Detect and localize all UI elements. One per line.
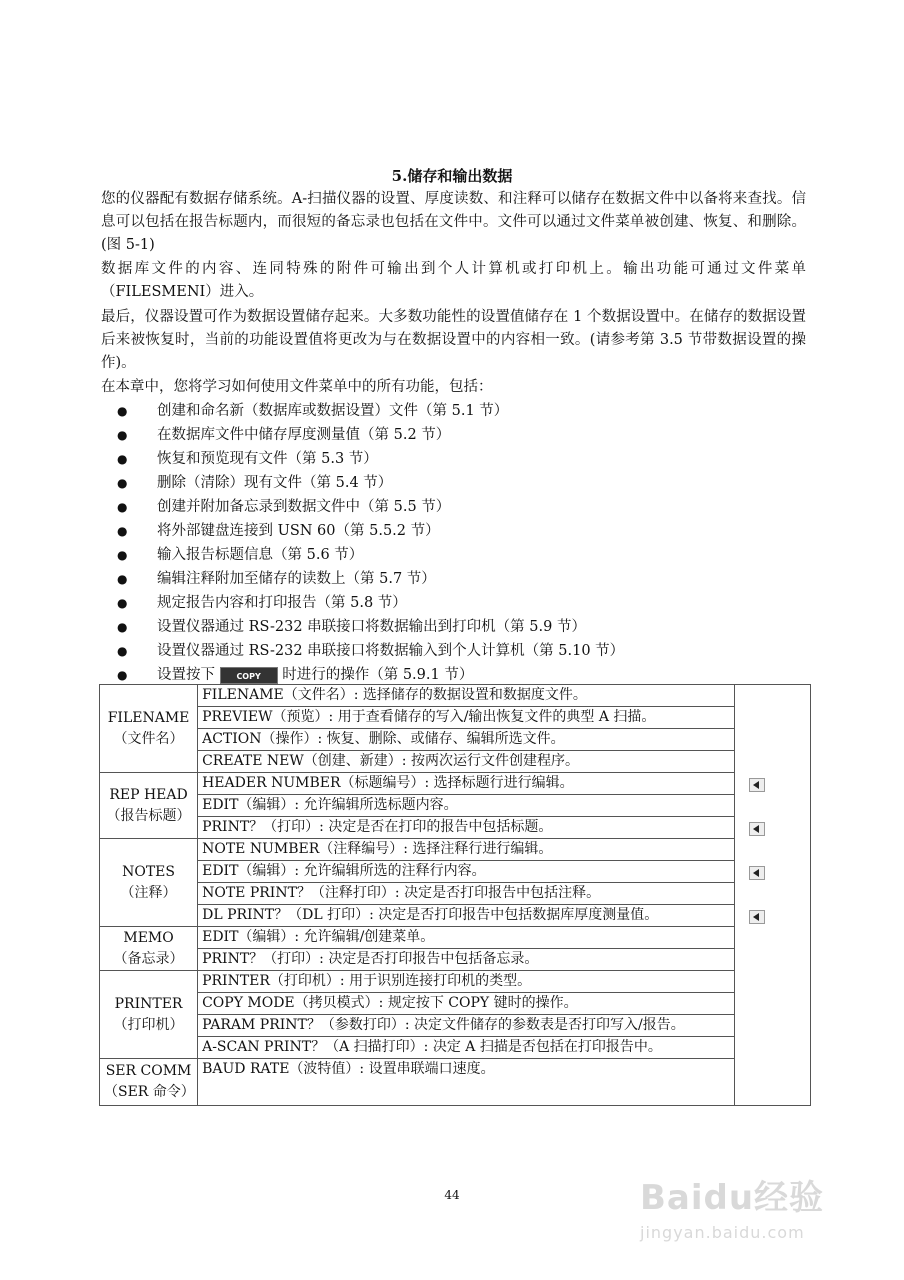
table-row: [100, 751, 811, 773]
list-item: ● 删除（清除）现有文件（第 5.4 节）: [117, 475, 393, 491]
list-item: ● 规定报告内容和打印报告（第 5.8 节）: [117, 595, 407, 611]
table-row: [100, 949, 811, 971]
table-row: [100, 817, 811, 839]
menu-item-description: ACTION（操作）: 恢复、删除、或储存、编辑所选文件。: [198, 729, 735, 751]
menu-item-description: PREVIEW（预览）: 用于查看储存的写入/输出恢复文件的典型 A 扫描。: [198, 707, 735, 729]
paragraph-2: 数据库文件的内容、连同特殊的附件可输出到个人计算机或打印机上。输出功能可通过文件菜单（FILESMENI）进入。: [101, 261, 806, 300]
menu-item-description: EDIT（编辑）: 允许编辑/创建菜单。: [198, 927, 735, 949]
paragraph-3: 最后，仪器设置可作为数据设置储存起来。大多数功能性的设置值储存在 1 个数据设置中。在储存的数据设置后来被恢复时，当前的功能设置值将更改为与在数据设置中的内容相一致。(请参考第 3.5 节带数据设置的操作)。: [101, 309, 806, 371]
category-cell: SER COMM （SER 命令）: [100, 1059, 198, 1106]
back-arrow-icon: [749, 778, 765, 792]
side-icon-column: [735, 685, 811, 1106]
menu-item-description: PRINT？（打印）: 决定是否打印报告中包括备忘录。: [198, 949, 735, 971]
menu-item-description: FILENAME（文件名）: 选择储存的数据设置和数据度文件。: [198, 685, 735, 707]
table-row: [100, 905, 811, 927]
menu-item-description: EDIT（编辑）: 允许编辑所选标题内容。: [198, 795, 735, 817]
page-number: 44: [444, 1188, 460, 1202]
menu-item-description: PARAM PRINT？（参数打印）: 决定文件储存的参数表是否打印写入/报告。: [198, 1015, 735, 1037]
menu-item-description: NOTE NUMBER（注释编号）: 选择注释行进行编辑。: [198, 839, 735, 861]
category-cell: REP HEAD （报告标题）: [100, 773, 198, 839]
list-item: ● 将外部键盘连接到 USN 60（第 5.5.2 节）: [117, 523, 440, 539]
table-row: [100, 1037, 811, 1059]
category-cell: MEMO （备忘录）: [100, 927, 198, 971]
back-arrow-icon: [749, 866, 765, 880]
table-row: [100, 707, 811, 729]
feature-list: [101, 399, 806, 687]
category-cell: PRINTER （打印机）: [100, 971, 198, 1059]
list-item: ● 创建和命名新（数据库或数据设置）文件（第 5.1 节）: [117, 403, 509, 419]
back-arrow-icon: [749, 822, 765, 836]
table-row: [100, 1015, 811, 1037]
back-arrow-icon: [749, 910, 765, 924]
menu-item-description: HEADER NUMBER（标题编号）: 选择标题行进行编辑。: [198, 773, 735, 795]
menu-item-description: DL PRINT？（DL 打印）: 决定是否打印报告中包括数据库厚度测量值。: [198, 905, 735, 927]
list-item: ● 设置仪器通过 RS-232 串联接口将数据输入到个人计算机（第 5.10 节）: [117, 643, 625, 659]
menu-item-description: A-SCAN PRINT？（A 扫描打印）: 决定 A 扫描是否包括在打印报告中。: [198, 1037, 735, 1059]
table-row: [100, 839, 811, 861]
table-row: [100, 993, 811, 1015]
table-row: [100, 729, 811, 751]
watermark-url: jingyan.baidu.com: [640, 1223, 805, 1242]
category-cell: NOTES （注释）: [100, 839, 198, 927]
menu-item-description: EDIT（编辑）: 允许编辑所选的注释行内容。: [198, 861, 735, 883]
file-menu-table: [99, 684, 811, 1106]
baidu-watermark: [640, 1170, 880, 1260]
list-item: ● 设置仪器通过 RS-232 串联接口将数据输出到打印机（第 5.9 节）: [117, 619, 586, 635]
copy-key-icon: COPY: [220, 667, 278, 684]
paragraph-4: 在本章中，您将学习如何使用文件菜单中的所有功能，包括：: [101, 379, 493, 395]
menu-item-description: COPY MODE（拷贝模式）: 规定按下 COPY 键时的操作。: [198, 993, 735, 1015]
watermark-logo: Baidu经验: [640, 1178, 825, 1218]
section-heading: 5.储存和输出数据: [391, 167, 513, 185]
table-row: [100, 1059, 811, 1106]
menu-item-description: NOTE PRINT？（注释打印）: 决定是否打印报告中包括注释。: [198, 883, 735, 905]
table-row: [100, 773, 811, 795]
list-item: ● 恢复和预览现有文件（第 5.3 节）: [117, 451, 378, 467]
table-row: [100, 795, 811, 817]
list-item: ● 编辑注释附加至储存的读数上（第 5.7 节）: [117, 571, 436, 587]
list-item: ● 设置按下 COPY 时进行的操作（第 5.9.1 节）: [117, 667, 474, 683]
table-row: [100, 971, 811, 993]
list-item: ● 在数据库文件中储存厚度测量值（第 5.2 节）: [117, 427, 451, 443]
table-row: [100, 883, 811, 905]
list-item: ● 创建并附加备忘录到数据文件中（第 5.5 节）: [117, 499, 451, 515]
category-cell: FILENAME （文件名）: [100, 685, 198, 773]
list-item: ● 输入报告标题信息（第 5.6 节）: [117, 547, 364, 563]
table-row: [100, 685, 811, 707]
menu-item-description: CREATE NEW（创建、新建）: 按两次运行文件创建程序。: [198, 751, 735, 773]
table-row: [100, 861, 811, 883]
table-row: [100, 927, 811, 949]
menu-item-description: PRINTER（打印机）: 用于识别连接打印机的类型。: [198, 971, 735, 993]
menu-item-description: PRINT？（打印）: 决定是否在打印的报告中包括标题。: [198, 817, 735, 839]
paragraph-1: 您的仪器配有数据存储系统。A-扫描仪器的设置、厚度读数、和注释可以储存在数据文件中以备将来查找。信息可以包括在报告标题内，而很短的备忘录也包括在文件中。文件可以通过文件菜单被创建、恢复、和删除。(图 5-1): [101, 191, 806, 253]
menu-item-description: BAUD RATE（波特值）: 设置串联端口速度。: [198, 1059, 735, 1106]
